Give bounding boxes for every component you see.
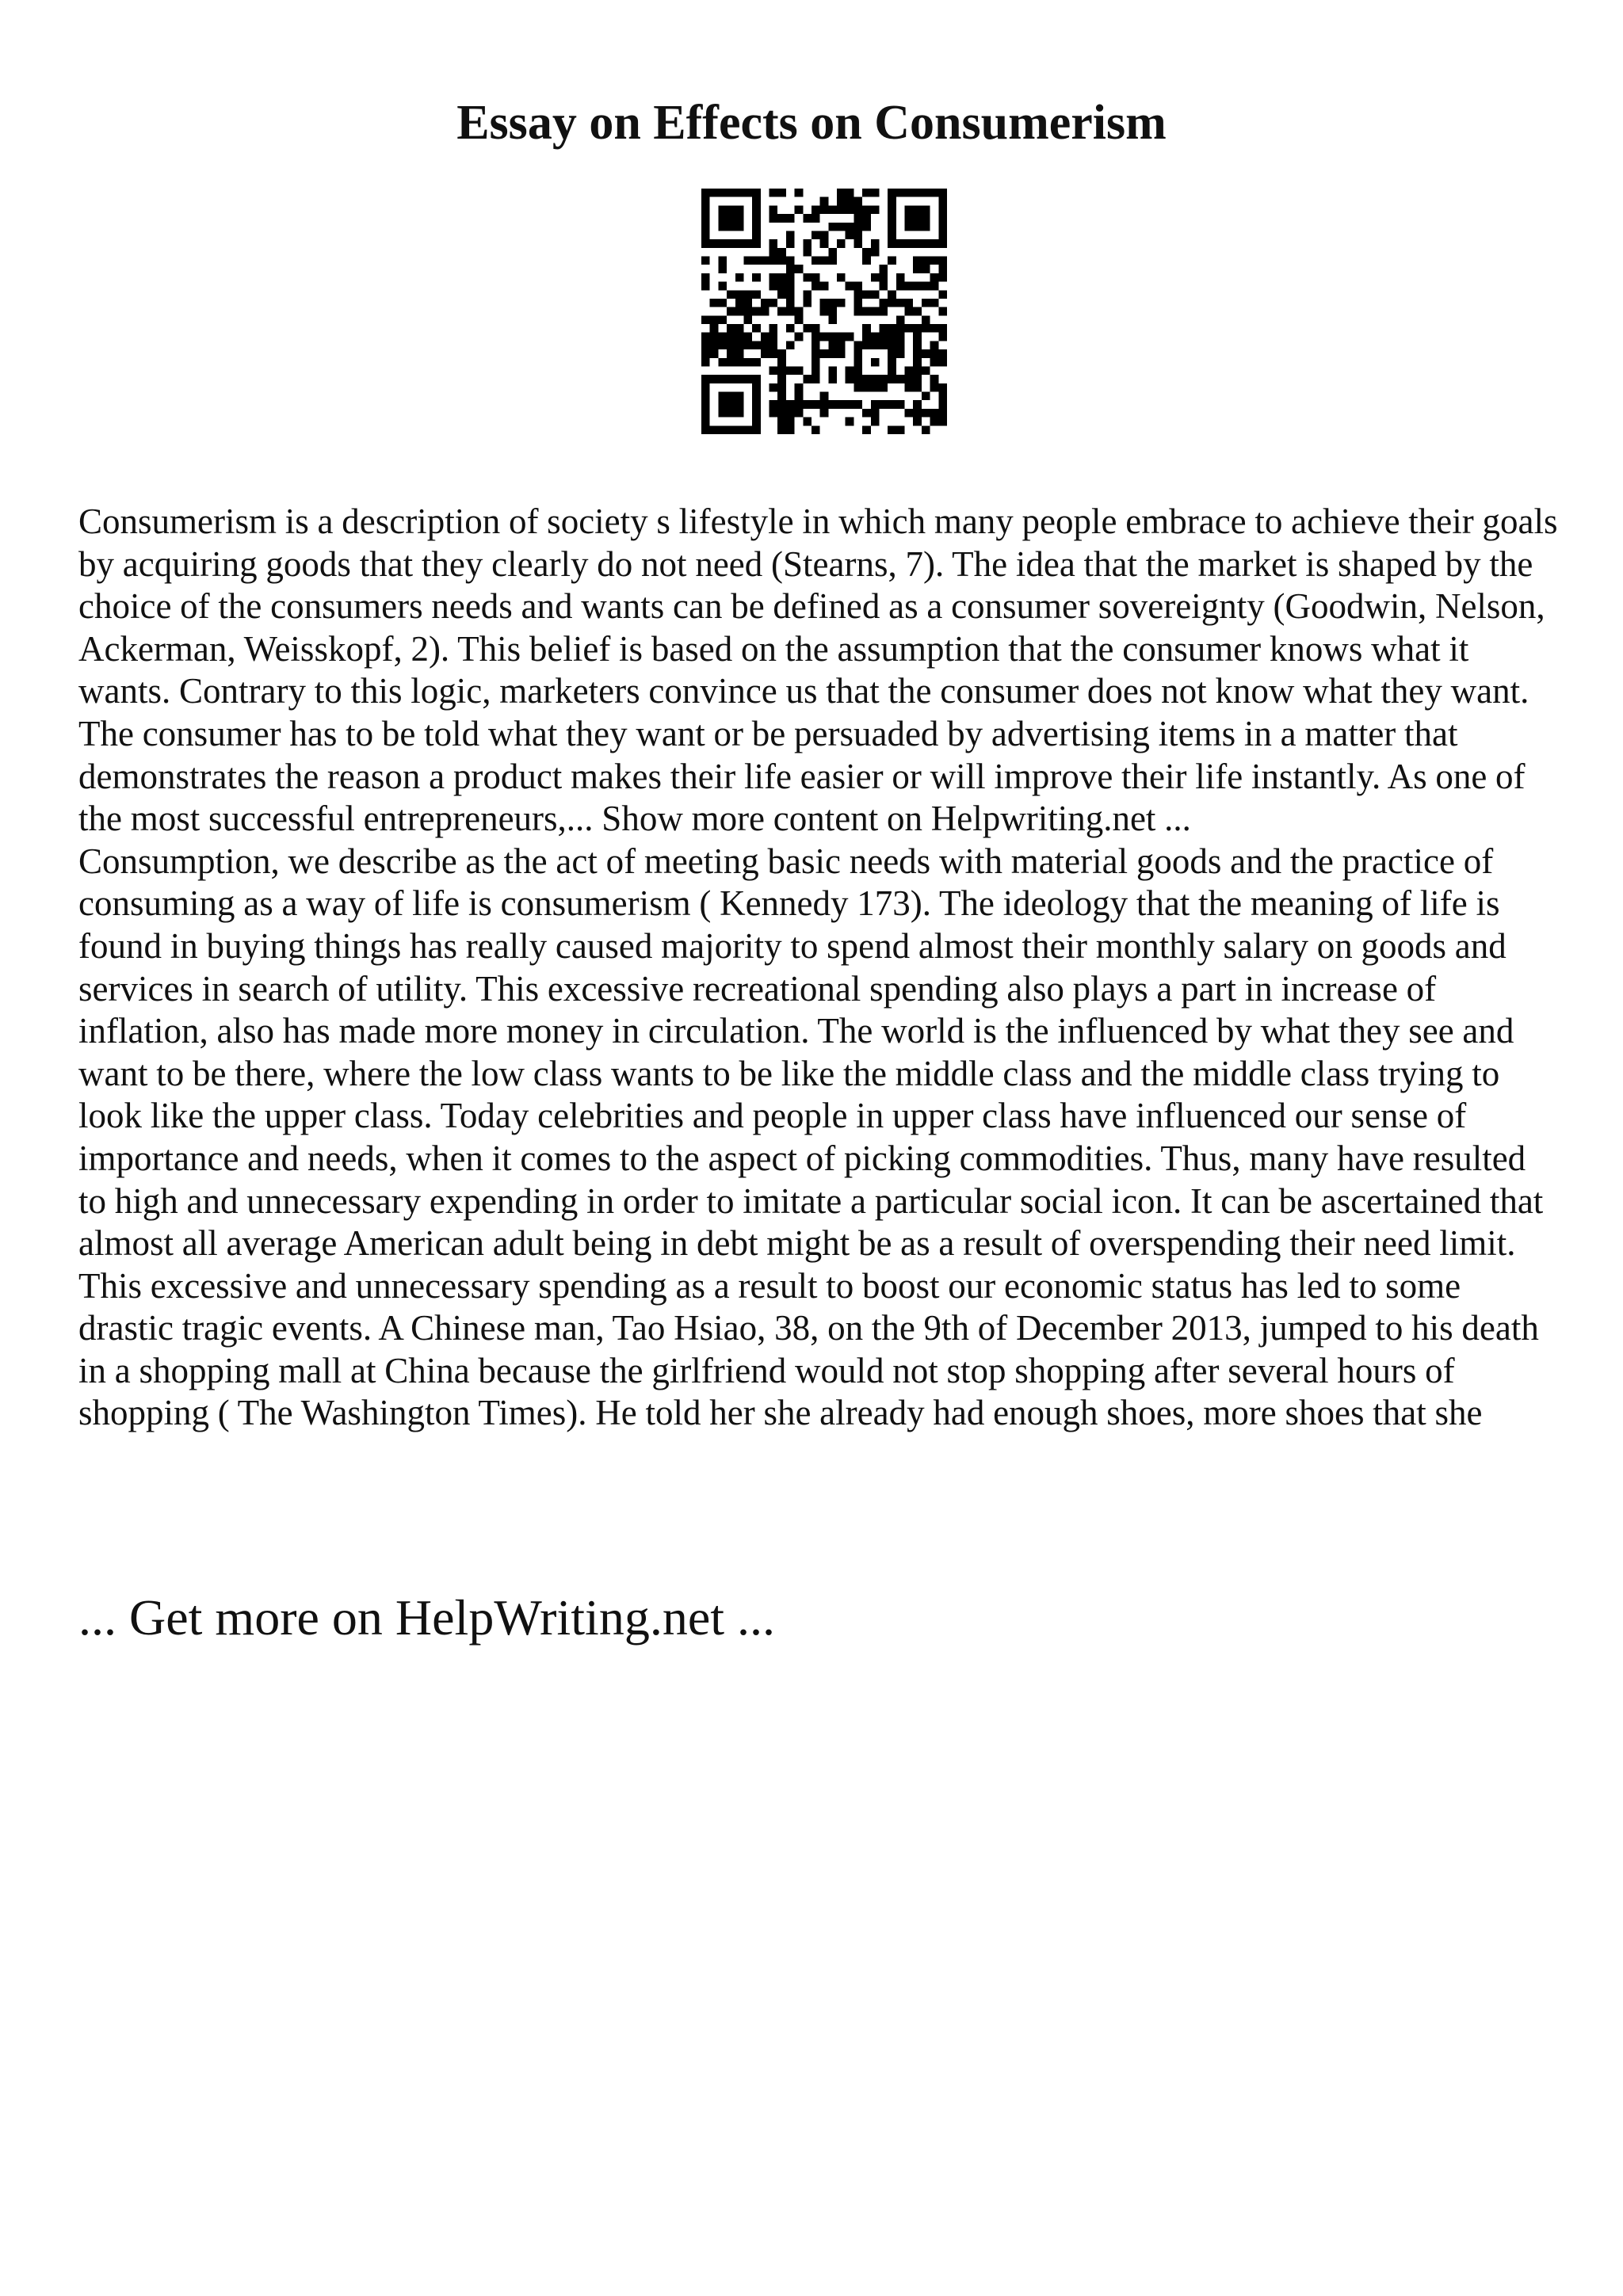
document-title: Essay on Effects on Consumerism bbox=[456, 96, 1167, 150]
qr-code-icon bbox=[701, 189, 947, 434]
get-more-link[interactable]: ... Get more on HelpWriting.net ... bbox=[78, 1589, 775, 1646]
essay-body bbox=[78, 501, 1560, 1435]
essay-paragraph-1: Consumerism is a description of society s lifestyle in which many people embrace to achieve their goals by acquiring goods that they clearly do not need (Stearns, 7). The idea that the market is shaped by the choice of the consumers needs and wants can be defined as a consumer sovereignty (Goodwin, Nelson, Ackerman, Weisskopf, 2). This belief is based on the assumption that the consumer knows what it wants. Contrary to this logic, marketers convince us that the consumer does not know what they want. The consumer has to be told what they want or be persuaded by advertising items in a matter that demonstrates the reason a product makes their life easier or will improve their life instantly. As one of the most successful entrepreneurs,... Show more content on Helpwriting.net ... bbox=[78, 502, 1558, 839]
essay-paragraph-2: Consumption, we describe as the act of meeting basic needs with material goods and the practice of consuming as a way of life is consumerism ( Kennedy 173). The ideology that the meaning of life is found in buying things has really caused majority to spend almost their monthly salary on goods and services in search of utility. This excessive recreational spending also plays a part in increase of inflation, also has made more money in circulation. The world is the influenced by what they see and want to be there, where the low class wants to be like the middle class and the middle class trying to look like the upper class. Today celebrities and people in upper class have influenced our sense of importance and needs, when it comes to the aspect of picking commodities. Thus, many have resulted to high and unnecessary expending in order to imitate a particular social icon. It can be ascertained that almost all average American adult being in debt might be as a result of overspending their need limit. This excessive and unnecessary spending as a result to boost our economic status has led to some drastic tragic events. A Chinese man, Tao Hsiao, 38, on the 9th of December 2013, jumped to his death in a shopping mall at China because the girlfriend would not stop shopping after several hours of shopping ( The Washington Times). He told her she already had enough shoes, more shoes that she bbox=[78, 841, 1544, 1433]
